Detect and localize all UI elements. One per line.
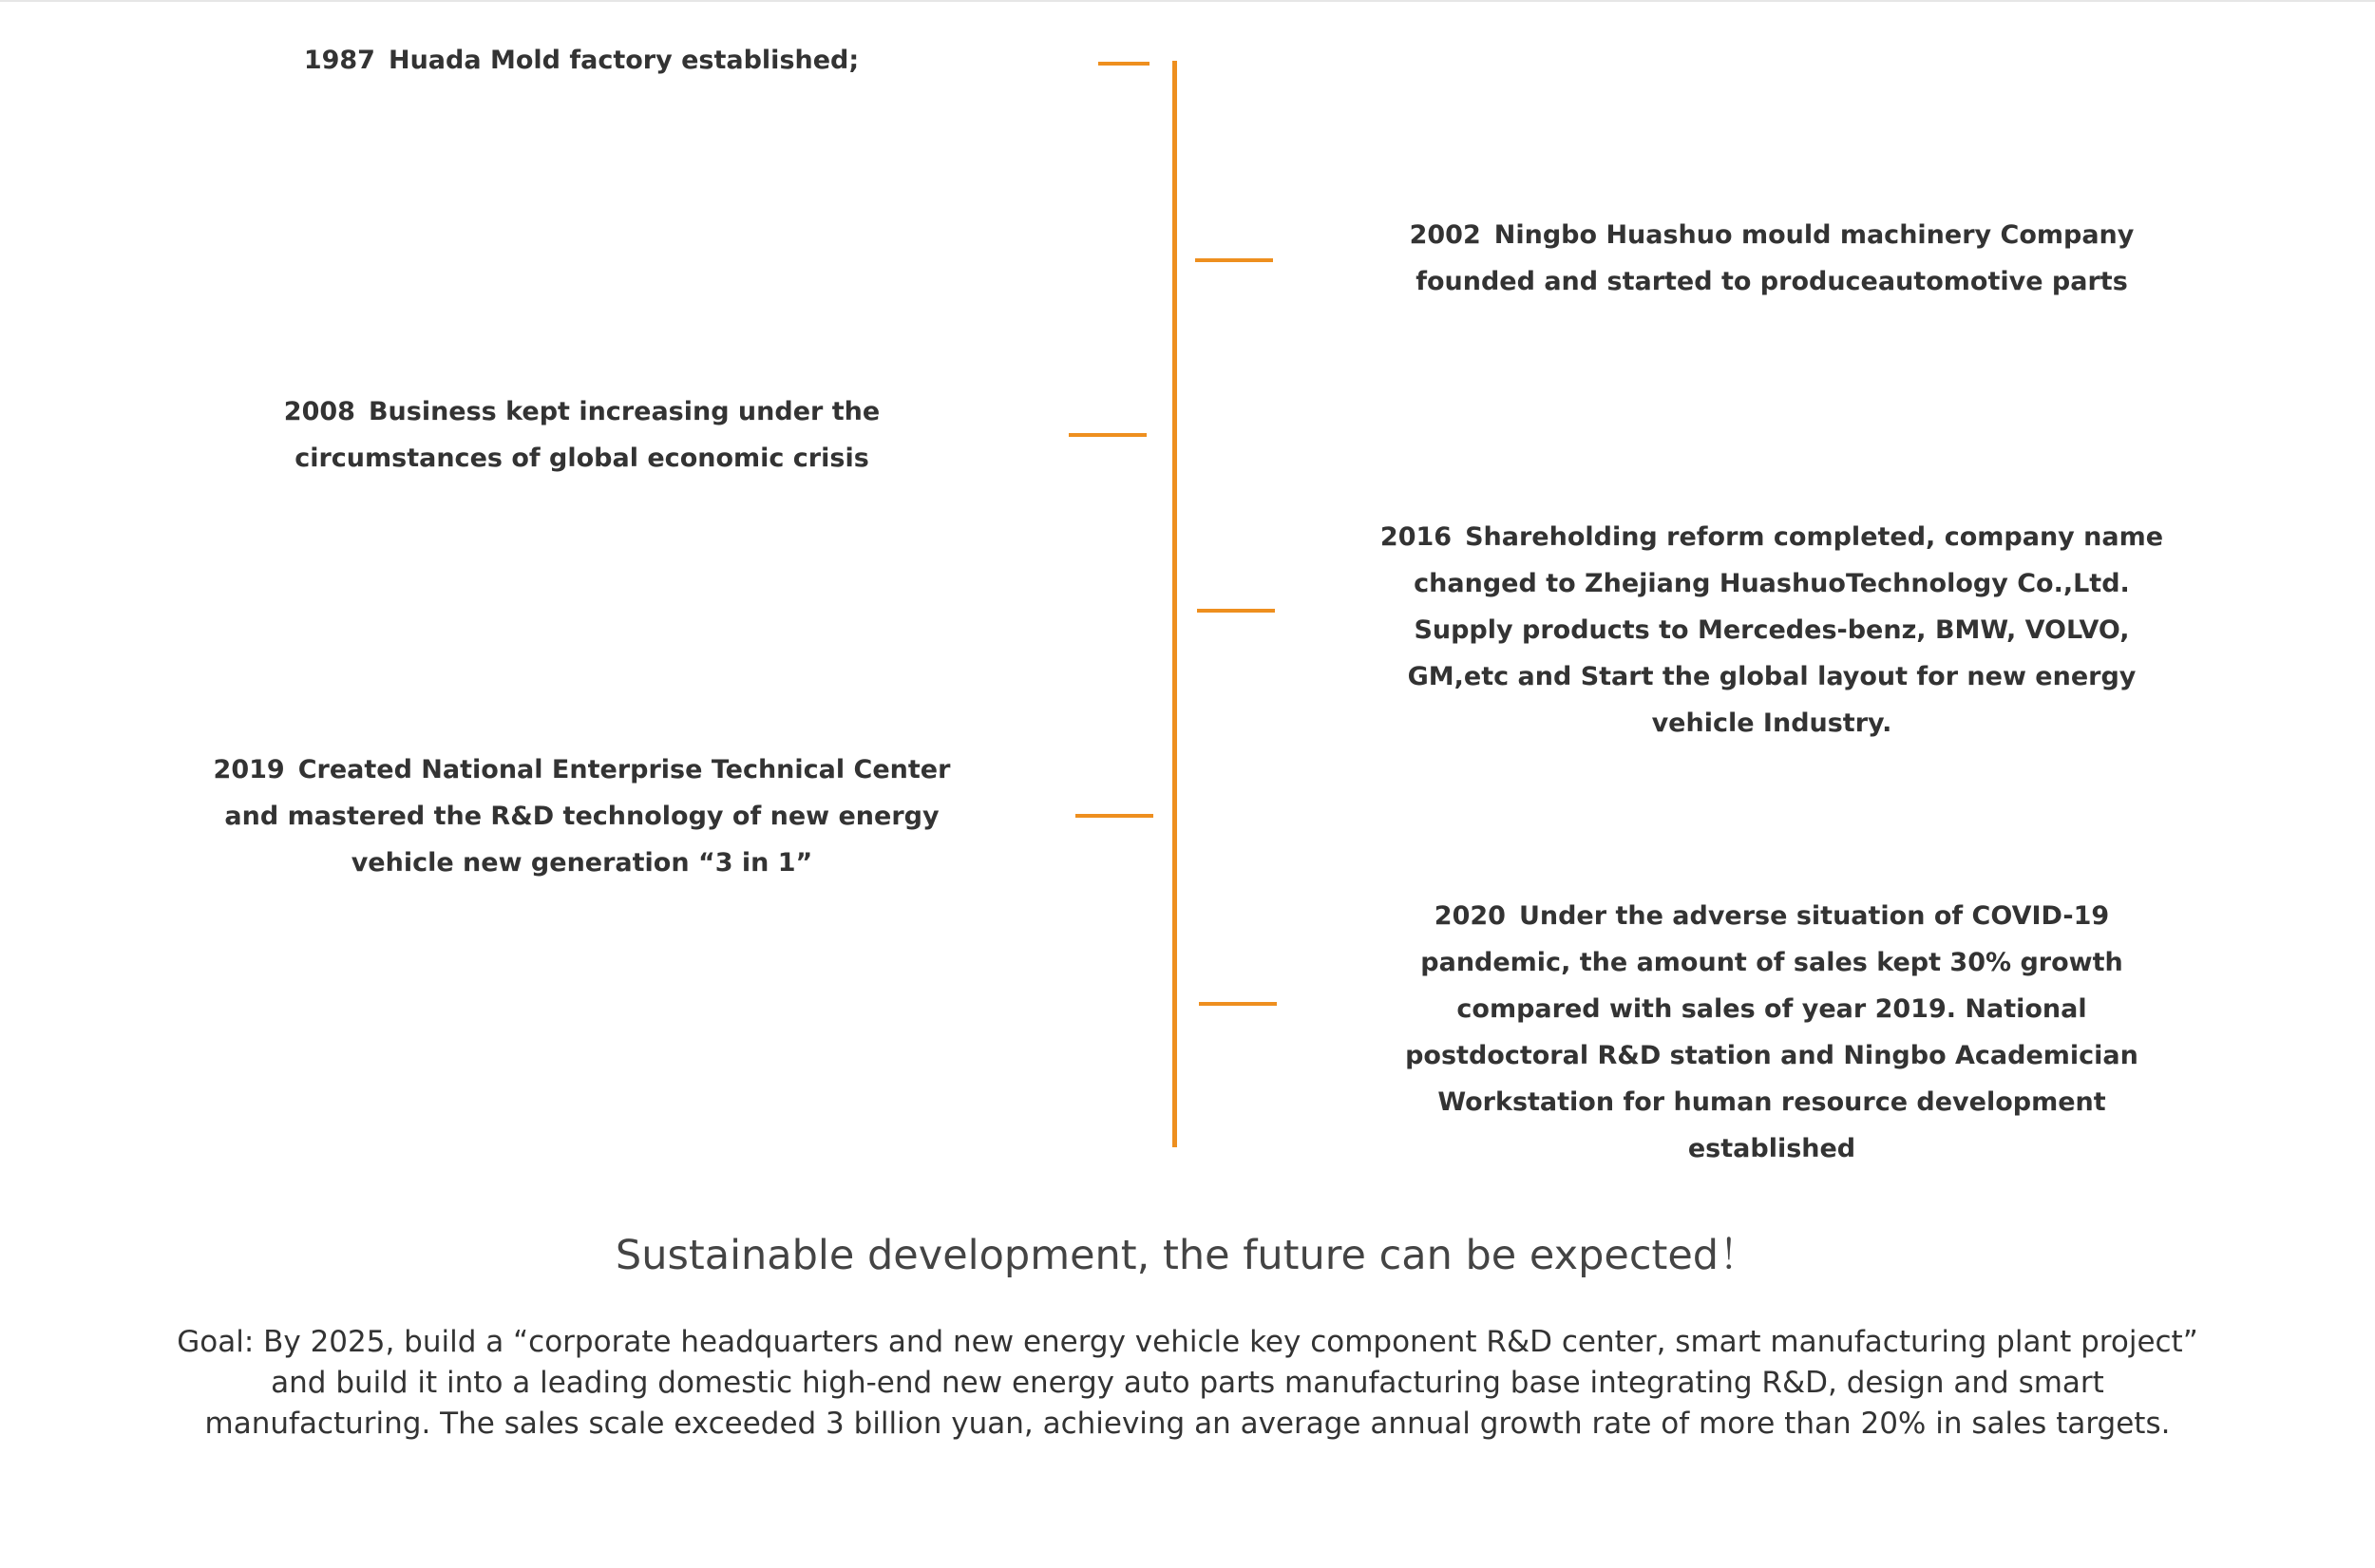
timeline-year: 2016 (1379, 522, 1453, 552)
timeline-entry-2020 (1368, 893, 2176, 1172)
timeline-text: Business kept increasing under the circumstances of global economic crisis (294, 397, 881, 473)
timeline-year: 2019 (213, 755, 285, 784)
timeline-text: Ningbo Huashuo mould machinery Company founded and started to produceautomotive parts (1416, 220, 2135, 296)
timeline-tick-2002 (1195, 258, 1273, 262)
timeline-year: 2020 (1434, 901, 1506, 931)
goal-paragraph: Goal: By 2025, build a “corporate headquarters and new energy vehicle key component R&D center, smart manufacturing plant project” and build it into a leading domestic high-end new energy auto parts manufacturing base integrating R&D, design and smart manufacturing. The sales scale exceeded 3 billion yuan, achieving an average annual growth rate of more than 20% in sales targets. (177, 1325, 2198, 1441)
timeline-text: Created National Enterprise Technical Center and mastered the R&D technology of new energy vehicle new generation “3 in 1” (224, 755, 951, 878)
timeline-entry-2019 (190, 746, 974, 886)
timeline-entry-1987 (201, 37, 961, 84)
timeline-year: 2008 (283, 397, 355, 426)
top-divider (0, 0, 2375, 2)
timeline-tick-2016 (1197, 609, 1275, 613)
timeline-tick-2020 (1199, 1002, 1277, 1006)
timeline-text: Shareholding reform completed, company name changed to Zhejiang HuashuoTechnology Co.,Ltd. Supply products to Mercedes-benz, BMW, VOLVO, GM,etc and Start the global layout for new energy vehicle Industry. (1407, 522, 2164, 738)
tagline-heading: Sustainable development, the future can be expected！ (615, 1232, 1760, 1279)
timeline-tick-2019 (1075, 814, 1153, 818)
timeline-entry-2016 (1368, 514, 2176, 746)
timeline-tick-1987 (1098, 62, 1150, 66)
timeline-year: 1987 (303, 46, 375, 75)
timeline-entry-2002 (1368, 212, 2176, 305)
timeline-text: Huada Mold factory established; (388, 46, 860, 75)
timeline-axis (1172, 61, 1177, 1147)
timeline-entry-2008 (185, 388, 978, 482)
timeline-tick-2008 (1069, 433, 1147, 437)
timeline-text: Under the adverse situation of COVID-19 pandemic, the amount of sales kept 30% growth compared with sales of year 2019. National postdoctoral R&D station and Ningbo Academician Workstation for human resource development established (1405, 901, 2138, 1163)
timeline-year: 2002 (1409, 220, 1481, 250)
